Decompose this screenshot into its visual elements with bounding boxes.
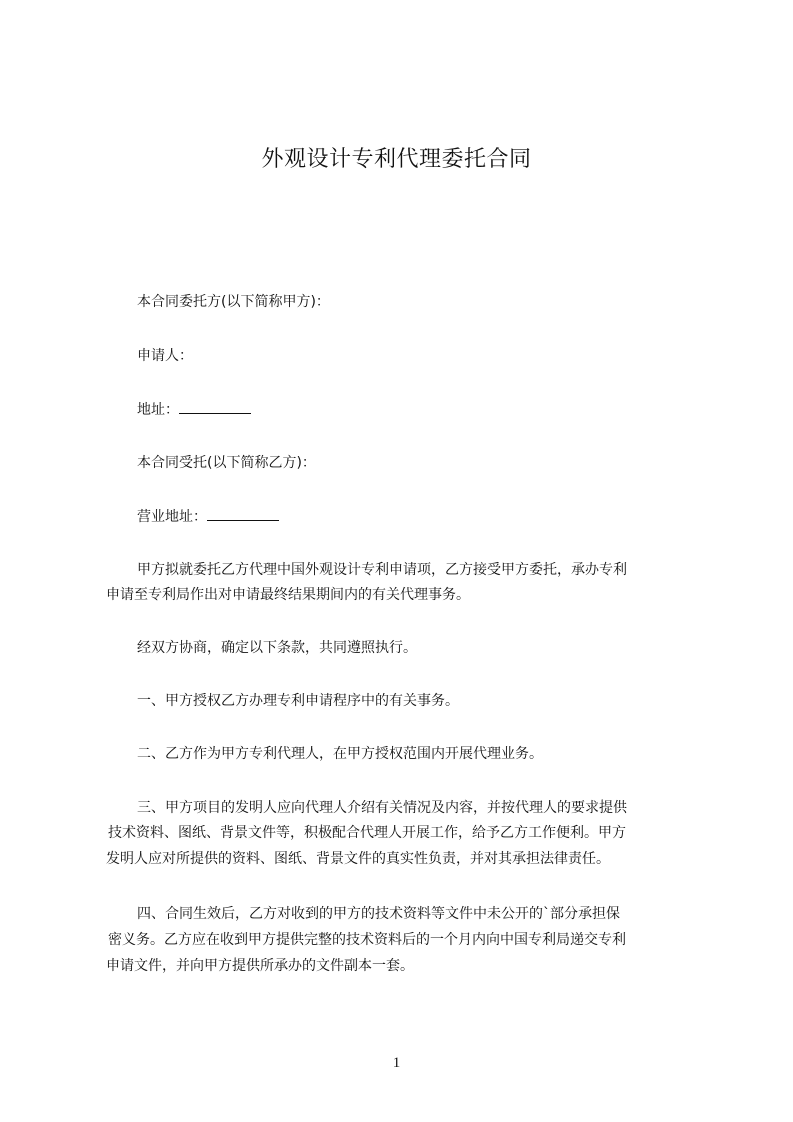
applicant-field: [137, 346, 193, 366]
agent-label: 本合同受托(以下简称乙方)：: [137, 455, 316, 471]
intro-line-1: 甲方拟就委托乙方代理中国外观设计专利申请项，乙方接受甲方委托，承办专利: [137, 562, 627, 578]
address-blank-line: [179, 399, 251, 414]
business-address-label: 营业地址：: [137, 509, 207, 525]
clause-1: 一、甲方授权乙方办理专利申请程序中的有关事务。: [137, 693, 459, 709]
clause-2: 二、乙方作为甲方专利代理人，在甲方授权范围内开展代理业务。: [137, 746, 543, 762]
agreement-line: 经双方协商，确定以下条款，共同遵照执行。: [137, 640, 417, 656]
address-field: [137, 399, 251, 420]
intro-line-2: 申请至专利局作出对申请最终结果期间内的有关代理事务。: [106, 587, 470, 603]
page-number: 1: [392, 1055, 401, 1071]
applicant-label: 申请人：: [137, 348, 193, 364]
clause-3-line-1: 三、甲方项目的发明人应向代理人介绍有关情况及内容，并按代理人的要求提供: [137, 800, 627, 816]
client-field: [137, 292, 330, 312]
clause-3-line-2: 技术资料、图纸、背景文件等，积极配合代理人开展工作，给予乙方工作便利。甲方: [108, 825, 626, 841]
clause-4-line-3: 申请文件，并向甲方提供所承办的文件副本一套。: [106, 958, 414, 974]
agent-field: [137, 453, 316, 473]
clause-3-line-3: 发明人应对所提供的资料、图纸、背景文件的真实性负责，并对其承担法律责任。: [106, 851, 610, 867]
clause-4-line-1: 四、合同生效后，乙方对收到的甲方的技术资料等文件中未公开的`部分承担保: [137, 906, 620, 922]
business-address-field: [137, 506, 279, 527]
client-label: 本合同委托方(以下简称甲方)：: [137, 294, 330, 310]
business-address-blank-line: [207, 506, 279, 521]
document-title: 外观设计专利代理委托合同: [261, 147, 532, 172]
clause-4-line-2: 密义务。乙方应在收到甲方提供完整的技术资料后的一个月内向中国专利局递交专利: [108, 932, 626, 948]
address-label: 地址：: [137, 402, 179, 418]
